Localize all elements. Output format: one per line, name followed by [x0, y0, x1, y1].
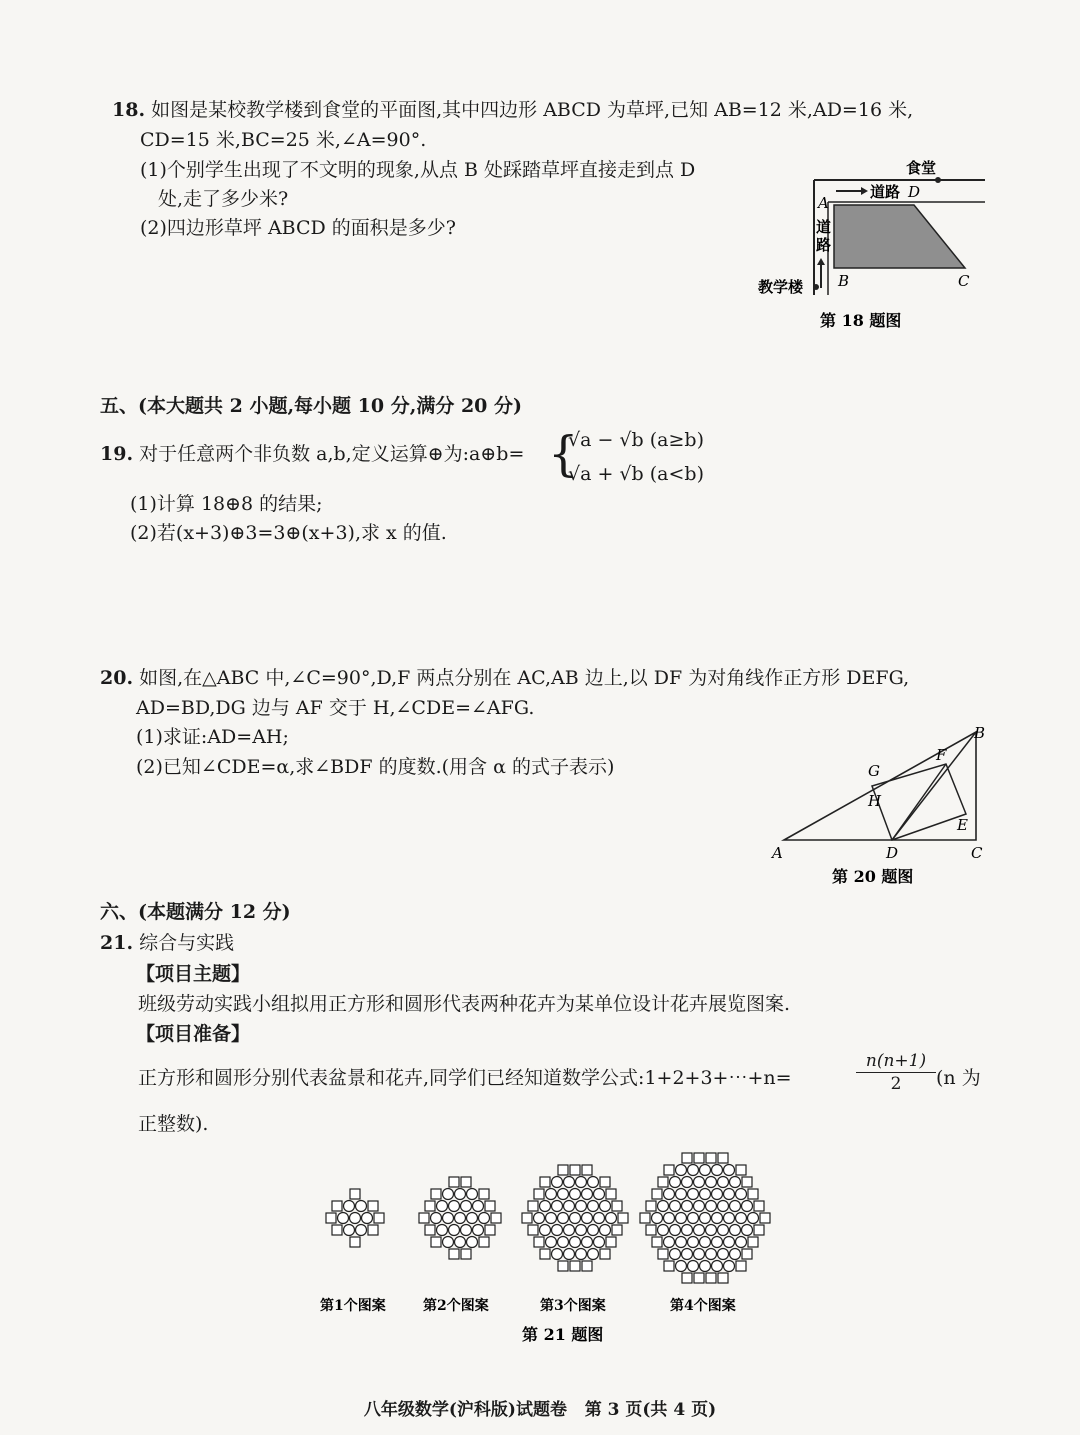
- bonsai-square: [461, 1177, 471, 1187]
- bonsai-square: [742, 1249, 752, 1259]
- flower-circle: [552, 1177, 563, 1188]
- q21-title: 综合与实践: [139, 932, 235, 954]
- q20-label-c: C: [971, 844, 983, 862]
- flower-circle: [670, 1177, 681, 1188]
- q19-part1: (1)计算 18⊕8 的结果;: [130, 493, 323, 515]
- bonsai-square: [491, 1213, 501, 1223]
- flower-circle: [736, 1189, 747, 1200]
- flower-circle: [682, 1249, 693, 1260]
- bonsai-square: [425, 1225, 435, 1235]
- bonsai-square: [742, 1177, 752, 1187]
- bonsai-square: [600, 1249, 610, 1259]
- q18-number: 18.: [112, 99, 146, 121]
- flower-circle: [706, 1225, 717, 1236]
- q19-stem-line: [100, 440, 524, 468]
- bonsai-square: [748, 1237, 758, 1247]
- q18-road-top-label: 道路: [870, 183, 901, 201]
- flower-circle: [558, 1189, 569, 1200]
- q19-case1: √a − √b (a≥b): [568, 429, 704, 451]
- flower-circle: [564, 1249, 575, 1260]
- flower-circle: [558, 1237, 569, 1248]
- q21-pattern-label-1: 第1个图案: [320, 1298, 386, 1314]
- section5-heading: 五、(本大题共 2 小题,每小题 10 分,满分 20 分): [100, 395, 522, 417]
- flower-circle: [712, 1213, 723, 1224]
- section6-heading: 六、(本题满分 12 分): [100, 901, 291, 923]
- bonsai-square: [760, 1213, 770, 1223]
- q18-road-side-1: 道: [816, 218, 832, 236]
- flower-circle: [588, 1177, 599, 1188]
- bonsai-square: [558, 1261, 568, 1271]
- bonsai-square: [461, 1249, 471, 1259]
- q21-pattern-label-3: 第3个图案: [540, 1298, 606, 1314]
- flower-circle: [576, 1201, 587, 1212]
- bonsai-square: [570, 1261, 580, 1271]
- q20-figure: [770, 720, 990, 890]
- flower-circle: [344, 1225, 355, 1236]
- q21-prep-1-tail: (n 为: [936, 1067, 981, 1089]
- flower-circle: [594, 1189, 605, 1200]
- flower-circle: [688, 1213, 699, 1224]
- q20-label-a: A: [772, 844, 783, 862]
- q20-caption: 第 20 题图: [832, 867, 914, 886]
- q20-label-d: D: [886, 844, 899, 862]
- bonsai-square: [368, 1225, 378, 1235]
- flower-circle: [437, 1201, 448, 1212]
- flower-circle: [455, 1237, 466, 1248]
- flower-circle: [540, 1225, 551, 1236]
- flower-circle: [718, 1201, 729, 1212]
- bonsai-square: [522, 1213, 532, 1223]
- flower-circle: [582, 1189, 593, 1200]
- q21-title-line: [100, 929, 234, 957]
- flower-circle: [724, 1261, 735, 1272]
- bonsai-square: [694, 1153, 704, 1163]
- q21-caption: 第 21 题图: [522, 1325, 604, 1344]
- q21-frac-denominator: 2: [890, 1074, 902, 1094]
- flower-circle: [688, 1261, 699, 1272]
- bonsai-square: [652, 1237, 662, 1247]
- flower-circle: [736, 1237, 747, 1248]
- flower-circle: [594, 1213, 605, 1224]
- flower-circle: [700, 1213, 711, 1224]
- flower-circle: [742, 1225, 753, 1236]
- flower-circle: [700, 1237, 711, 1248]
- flower-circle: [718, 1249, 729, 1260]
- flower-circle: [576, 1249, 587, 1260]
- q21-theme: 班级劳动实践小组拟用正方形和圆形代表两种花卉为某单位设计花卉展览图案.: [138, 993, 791, 1015]
- bonsai-square: [425, 1201, 435, 1211]
- flower-circle: [576, 1177, 587, 1188]
- flower-circle: [564, 1177, 575, 1188]
- flower-circle: [712, 1165, 723, 1176]
- flower-circle: [664, 1189, 675, 1200]
- flower-circle: [676, 1213, 687, 1224]
- q18-stem-line1: [112, 96, 913, 124]
- flower-circle: [664, 1213, 675, 1224]
- flower-circle: [449, 1201, 460, 1212]
- flower-circle: [658, 1225, 669, 1236]
- flower-circle: [455, 1189, 466, 1200]
- q18-part1-a: (1)个别学生出现了不文明的现象,从点 B 处踩踏草坪直接走到点 D: [140, 159, 696, 181]
- flower-circle: [588, 1201, 599, 1212]
- q18-stem-1: 如图是某校教学楼到食堂的平面图,其中四边形 ABCD 为草坪,已知 AB=12 米,AD=16 米,: [151, 99, 914, 121]
- q18-figure: [750, 150, 990, 340]
- q21-fraction: [856, 1050, 936, 1095]
- bonsai-square: [618, 1213, 628, 1223]
- flower-circle: [676, 1237, 687, 1248]
- bonsai-square: [485, 1201, 495, 1211]
- q19-case2: √a + √b (a<b): [568, 463, 704, 485]
- flower-circle: [724, 1165, 735, 1176]
- flower-circle: [546, 1237, 557, 1248]
- q18-point-d: D: [908, 183, 921, 201]
- q21-prep-1: 正方形和圆形分别代表盆景和花卉,同学们已经知道数学公式:1+2+3+⋯+n=: [138, 1067, 792, 1089]
- bonsai-square: [449, 1177, 459, 1187]
- q18-canteen-label: 食堂: [906, 159, 937, 177]
- flower-circle: [461, 1201, 472, 1212]
- flower-circle: [552, 1225, 563, 1236]
- flower-circle: [688, 1165, 699, 1176]
- bonsai-square: [540, 1177, 550, 1187]
- bonsai-square: [658, 1249, 668, 1259]
- bonsai-square: [350, 1189, 360, 1199]
- flower-circle: [582, 1237, 593, 1248]
- flower-circle: [582, 1213, 593, 1224]
- flower-circle: [712, 1261, 723, 1272]
- flower-circle: [594, 1237, 605, 1248]
- flower-circle: [706, 1177, 717, 1188]
- bonsai-square: [582, 1165, 592, 1175]
- q20-label-f: F: [936, 746, 947, 764]
- q19-brace: {: [548, 426, 579, 482]
- flower-circle: [467, 1237, 478, 1248]
- bonsai-square: [754, 1201, 764, 1211]
- flower-circle: [700, 1189, 711, 1200]
- bonsai-square: [374, 1213, 384, 1223]
- flower-circle: [473, 1201, 484, 1212]
- bonsai-square: [368, 1201, 378, 1211]
- q21-number: 21.: [100, 932, 134, 954]
- flower-circle: [682, 1177, 693, 1188]
- flower-circle: [588, 1225, 599, 1236]
- flower-circle: [588, 1249, 599, 1260]
- flower-circle: [694, 1201, 705, 1212]
- q20-label-h: H: [868, 792, 882, 810]
- flower-circle: [600, 1201, 611, 1212]
- q18-part2: (2)四边形草坪 ABCD 的面积是多少?: [140, 217, 456, 239]
- q21-pattern-label-4: 第4个图案: [670, 1298, 736, 1314]
- flower-circle: [467, 1213, 478, 1224]
- bonsai-square: [646, 1225, 656, 1235]
- q19-part2: (2)若(x+3)⊕3=3⊕(x+3),求 x 的值.: [130, 522, 447, 544]
- flower-circle: [682, 1201, 693, 1212]
- bonsai-square: [736, 1165, 746, 1175]
- page-footer: 八年级数学(沪科版)试题卷 第 3 页(共 4 页): [363, 1400, 717, 1420]
- q20-stem-line1: [100, 664, 909, 692]
- flower-circle: [694, 1249, 705, 1260]
- q20-stem-2: AD=BD,DG 边与 AF 交于 H,∠CDE=∠AFG.: [136, 697, 535, 719]
- bonsai-square: [332, 1201, 342, 1211]
- flower-circle: [449, 1225, 460, 1236]
- q21-pattern-label-2: 第2个图案: [423, 1298, 489, 1314]
- bonsai-square: [431, 1189, 441, 1199]
- flower-circle: [676, 1189, 687, 1200]
- flower-circle: [730, 1177, 741, 1188]
- bonsai-square: [658, 1177, 668, 1187]
- flower-circle: [437, 1225, 448, 1236]
- flower-circle: [564, 1201, 575, 1212]
- q18-road-side-2: 路: [816, 236, 832, 254]
- bonsai-square: [706, 1153, 716, 1163]
- bonsai-square: [558, 1165, 568, 1175]
- q18-building-label: 教学楼: [758, 278, 804, 296]
- bonsai-square: [652, 1189, 662, 1199]
- q21-frac-numerator: n(n+1): [856, 1050, 936, 1073]
- flower-circle: [676, 1261, 687, 1272]
- bonsai-square: [682, 1153, 692, 1163]
- flower-circle: [546, 1189, 557, 1200]
- bonsai-square: [718, 1153, 728, 1163]
- flower-circle: [694, 1177, 705, 1188]
- flower-circle: [652, 1213, 663, 1224]
- flower-circle: [443, 1189, 454, 1200]
- flower-circle: [467, 1189, 478, 1200]
- flower-circle: [431, 1213, 442, 1224]
- q20-number: 20.: [100, 667, 134, 689]
- flower-circle: [688, 1189, 699, 1200]
- bonsai-square: [419, 1213, 429, 1223]
- flower-circle: [724, 1237, 735, 1248]
- bonsai-square: [736, 1261, 746, 1271]
- bonsai-square: [612, 1225, 622, 1235]
- flower-circle: [718, 1177, 729, 1188]
- q18-stem-2: CD=15 米,BC=25 米,∠A=90°.: [140, 129, 427, 151]
- bonsai-square: [350, 1237, 360, 1247]
- flower-circle: [570, 1213, 581, 1224]
- q20-label-e: E: [957, 816, 968, 834]
- flower-circle: [742, 1201, 753, 1212]
- flower-circle: [730, 1249, 741, 1260]
- bonsai-square: [694, 1273, 704, 1283]
- flower-circle: [730, 1201, 741, 1212]
- flower-circle: [540, 1201, 551, 1212]
- flower-circle: [350, 1213, 361, 1224]
- flower-circle: [670, 1225, 681, 1236]
- bonsai-square: [534, 1189, 544, 1199]
- flower-circle: [670, 1201, 681, 1212]
- flower-circle: [712, 1237, 723, 1248]
- q18-point-a: A: [818, 194, 829, 212]
- flower-circle: [356, 1225, 367, 1236]
- bonsai-square: [748, 1189, 758, 1199]
- q20-label-b: B: [974, 724, 986, 742]
- flower-circle: [443, 1213, 454, 1224]
- q19-number: 19.: [100, 443, 134, 465]
- q19-stem: 对于任意两个非负数 a,b,定义运算⊕为:a⊕b=: [139, 443, 525, 465]
- flower-circle: [700, 1165, 711, 1176]
- bonsai-square: [600, 1177, 610, 1187]
- flower-circle: [356, 1201, 367, 1212]
- flower-circle: [736, 1213, 747, 1224]
- q18-point-c: C: [958, 272, 970, 290]
- bonsai-square: [570, 1165, 580, 1175]
- bonsai-square: [534, 1237, 544, 1247]
- flower-circle: [461, 1225, 472, 1236]
- flower-circle: [455, 1213, 466, 1224]
- flower-circle: [688, 1237, 699, 1248]
- flower-circle: [570, 1189, 581, 1200]
- bonsai-square: [640, 1213, 650, 1223]
- bonsai-square: [682, 1273, 692, 1283]
- flower-circle: [748, 1213, 759, 1224]
- q21-patterns-figure: [300, 1130, 800, 1350]
- flower-circle: [564, 1225, 575, 1236]
- flower-circle: [479, 1213, 490, 1224]
- flower-circle: [676, 1165, 687, 1176]
- bonsai-square: [332, 1225, 342, 1235]
- flower-circle: [682, 1225, 693, 1236]
- flower-circle: [606, 1213, 617, 1224]
- bonsai-square: [754, 1225, 764, 1235]
- bonsai-square: [528, 1225, 538, 1235]
- bonsai-square: [664, 1261, 674, 1271]
- flower-circle: [443, 1237, 454, 1248]
- bonsai-square: [479, 1189, 489, 1199]
- flower-circle: [600, 1225, 611, 1236]
- flower-circle: [706, 1201, 717, 1212]
- bonsai-square: [479, 1237, 489, 1247]
- flower-circle: [362, 1213, 373, 1224]
- flower-circle: [658, 1201, 669, 1212]
- flower-circle: [552, 1201, 563, 1212]
- q18-caption: 第 18 题图: [820, 311, 902, 330]
- flower-circle: [338, 1213, 349, 1224]
- q21-prep-label: 【项目准备】: [136, 1023, 251, 1045]
- q18-part1-b: 处,走了多少米?: [158, 188, 289, 210]
- q18-lawn: [834, 205, 965, 268]
- bonsai-square: [606, 1237, 616, 1247]
- bonsai-square: [606, 1189, 616, 1199]
- flower-circle: [700, 1261, 711, 1272]
- bonsai-square: [718, 1273, 728, 1283]
- flower-circle: [670, 1249, 681, 1260]
- q20-label-g: G: [868, 762, 880, 780]
- flower-circle: [724, 1189, 735, 1200]
- bonsai-square: [664, 1165, 674, 1175]
- flower-circle: [558, 1213, 569, 1224]
- bonsai-square: [706, 1273, 716, 1283]
- flower-circle: [724, 1213, 735, 1224]
- bonsai-square: [449, 1249, 459, 1259]
- flower-circle: [344, 1201, 355, 1212]
- flower-circle: [730, 1225, 741, 1236]
- q20-stem-1: 如图,在△ABC 中,∠C=90°,D,F 两点分别在 AC,AB 边上,以 DF 为对角线作正方形 DEFG,: [139, 667, 910, 689]
- q20-part2: (2)已知∠CDE=α,求∠BDF 的度数.(用含 α 的式子表示): [136, 756, 615, 778]
- flower-circle: [694, 1225, 705, 1236]
- flower-circle: [712, 1189, 723, 1200]
- bonsai-square: [326, 1213, 336, 1223]
- q20-part1: (1)求证:AD=AH;: [136, 726, 289, 748]
- flower-circle: [576, 1225, 587, 1236]
- q21-prep-2: 正整数).: [138, 1113, 209, 1135]
- flower-circle: [664, 1237, 675, 1248]
- bonsai-square: [485, 1225, 495, 1235]
- bonsai-square: [646, 1201, 656, 1211]
- bonsai-square: [582, 1261, 592, 1271]
- bonsai-square: [431, 1237, 441, 1247]
- bonsai-square: [612, 1201, 622, 1211]
- flower-circle: [570, 1237, 581, 1248]
- bonsai-square: [540, 1249, 550, 1259]
- bonsai-square: [528, 1201, 538, 1211]
- q21-theme-label: 【项目主题】: [136, 963, 251, 985]
- flower-circle: [534, 1213, 545, 1224]
- flower-circle: [552, 1249, 563, 1260]
- q18-point-b: B: [838, 272, 850, 290]
- flower-circle: [473, 1225, 484, 1236]
- flower-circle: [706, 1249, 717, 1260]
- flower-circle: [546, 1213, 557, 1224]
- flower-circle: [718, 1225, 729, 1236]
